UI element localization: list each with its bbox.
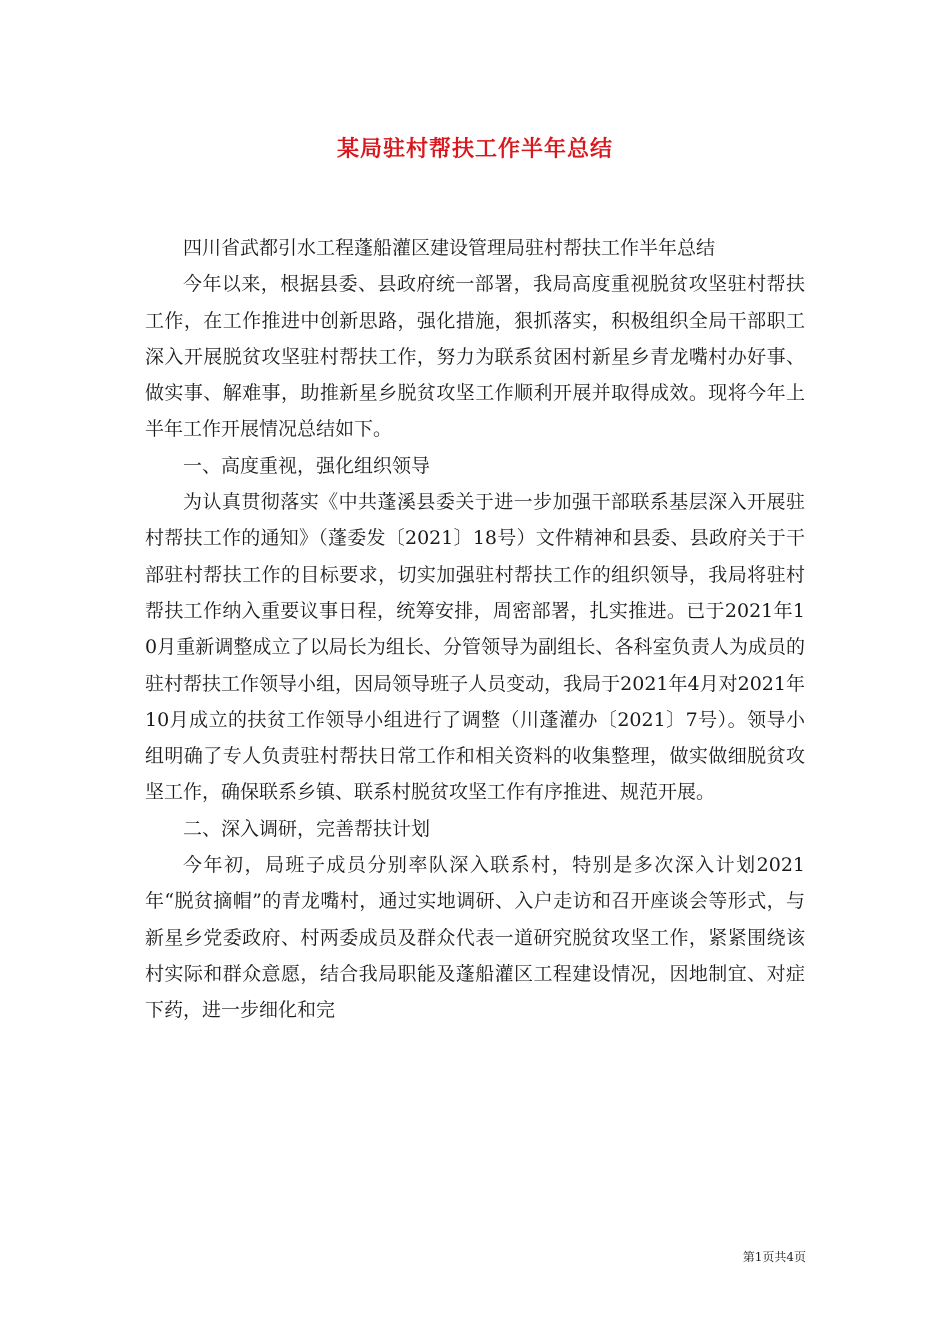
- section-heading-2: 二、深入调研，完善帮扶计划: [183, 817, 431, 840]
- paragraph-subtitle: 四川省武都引水工程蓬船灌区建设管理局驻村帮扶工作半年总结: [183, 237, 716, 259]
- document-body: [145, 230, 805, 1029]
- section-heading-1: 一、高度重视，强化组织领导: [183, 454, 431, 477]
- paragraph-intro: 今年以来，根据县委、县政府统一部署，我局高度重视脱贫攻坚驻村帮扶工作，在工作推进中创新思路，强化措施，狠抓落实，积极组织全局干部职工深入开展脱贫攻坚驻村帮扶工作，努力为联系贫困村新星乡青龙嘴村办好事、做实事、解难事，助推新星乡脱贫攻坚工作顺利开展并取得成效。现将今年上半年工作开展情况总结如下。: [145, 273, 805, 441]
- page-number: 第1页共4页: [742, 1250, 806, 1264]
- document-title: 某局驻村帮扶工作半年总结: [336, 136, 613, 162]
- paragraph-section-2: 今年初，局班子成员分别率队深入联系村，特别是多次深入计划2021年“脱贫摘帽”的青龙嘴村，通过实地调研、入户走访和召开座谈会等形式，与新星乡党委政府、村两委成员及群众代表一道研究脱贫攻坚工作，紧紧围绕该村实际和群众意愿，结合我局职能及蓬船灌区工程建设情况，因地制宜、对症下药，进一步细化和完: [145, 854, 805, 1022]
- paragraph-section-1: 为认真贯彻落实《中共蓬溪县委关于进一步加强干部联系基层深入开展驻村帮扶工作的通知》（蓬委发〔2021〕18号）文件精神和县委、县政府关于干部驻村帮扶工作的目标要求，切实加强驻村帮扶工作的组织领导，我局将驻村帮扶工作纳入重要议事日程，统筹安排，周密部署，扎实推进。已于2021年10月重新调整成立了以局长为组长、分管领导为副组长、各科室负责人为成员的驻村帮扶工作领导小组，因局领导班子人员变动，我局于2021年4月对2021年10月成立的扶贫工作领导小组进行了调整（川蓬灌办〔2021〕7号）。领导小组明确了专人负责驻村帮扶日常工作和相关资料的收集整理，做实做细脱贫攻坚工作，确保联系乡镇、联系村脱贫攻坚工作有序推进、规范开展。: [145, 491, 805, 804]
